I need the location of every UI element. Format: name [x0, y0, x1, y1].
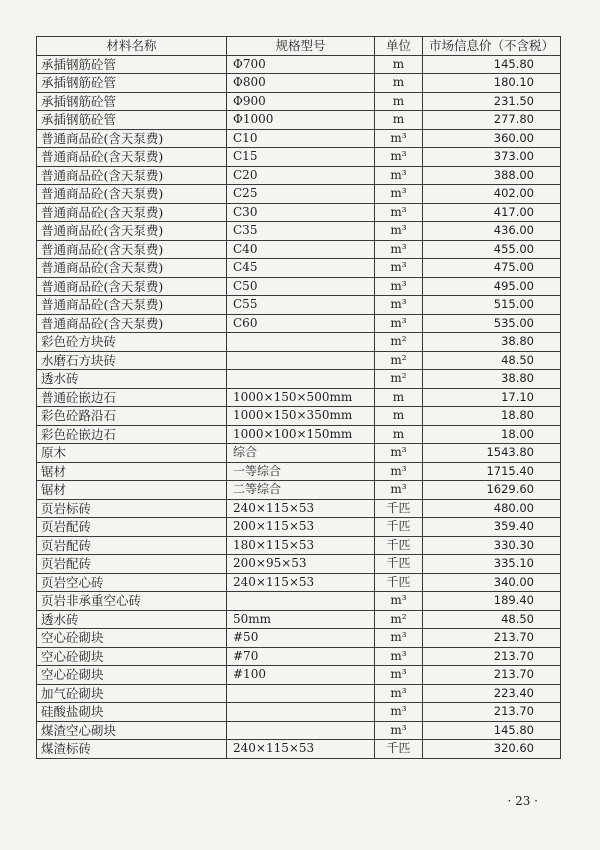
unit-cell: m: [375, 111, 423, 130]
table-row: [37, 573, 561, 592]
material-name-cell: 原木: [37, 444, 227, 463]
spec-cell: C45: [227, 259, 375, 278]
material-name-cell: 页岩标砖: [37, 499, 227, 518]
unit-cell: 千匹: [375, 573, 423, 592]
material-name-cell: 承插钢筋砼管: [37, 74, 227, 93]
table-row: [37, 129, 561, 148]
material-name-cell: 硅酸盐砌块: [37, 703, 227, 722]
spec-cell: 1000×100×150mm: [227, 425, 375, 444]
table-row: [37, 425, 561, 444]
unit-cell: m²: [375, 333, 423, 352]
spec-cell: Φ800: [227, 74, 375, 93]
material-name-cell: 透水砖: [37, 370, 227, 389]
price-cell: 515.00: [423, 296, 561, 315]
spec-cell: C40: [227, 240, 375, 259]
spec-cell: 50mm: [227, 610, 375, 629]
price-cell: 330.30: [423, 536, 561, 555]
price-cell: 475.00: [423, 259, 561, 278]
price-cell: 388.00: [423, 166, 561, 185]
price-cell: 360.00: [423, 129, 561, 148]
table-row: [37, 351, 561, 370]
spec-cell: Φ1000: [227, 111, 375, 130]
table-row: [37, 629, 561, 648]
table-row: [37, 370, 561, 389]
price-cell: 1629.60: [423, 481, 561, 500]
unit-cell: m: [375, 55, 423, 74]
table-body: [37, 55, 561, 758]
unit-cell: m³: [375, 721, 423, 740]
unit-cell: m: [375, 388, 423, 407]
unit-cell: m³: [375, 259, 423, 278]
spec-cell: [227, 721, 375, 740]
material-name-cell: 普通商品砼(含天泵费): [37, 314, 227, 333]
table-row: [37, 111, 561, 130]
material-name-cell: 水磨石方块砖: [37, 351, 227, 370]
material-name-cell: 普通商品砼(含天泵费): [37, 129, 227, 148]
table-row: [37, 555, 561, 574]
spec-cell: 200×95×53: [227, 555, 375, 574]
table-row: [37, 518, 561, 537]
unit-cell: m³: [375, 314, 423, 333]
table-row: [37, 388, 561, 407]
material-name-cell: 普通商品砼(含天泵费): [37, 296, 227, 315]
price-cell: 223.40: [423, 684, 561, 703]
material-name-cell: 页岩配砖: [37, 536, 227, 555]
price-cell: 373.00: [423, 148, 561, 167]
price-cell: 1543.80: [423, 444, 561, 463]
unit-cell: m³: [375, 203, 423, 222]
table-row: [37, 92, 561, 111]
material-name-cell: 页岩配砖: [37, 518, 227, 537]
table-row: [37, 721, 561, 740]
price-cell: 340.00: [423, 573, 561, 592]
price-cell: 145.80: [423, 721, 561, 740]
price-cell: 359.40: [423, 518, 561, 537]
table-row: [37, 148, 561, 167]
spec-cell: 二等综合: [227, 481, 375, 500]
price-cell: 213.70: [423, 647, 561, 666]
table-row: [37, 703, 561, 722]
header-unit: 单位: [375, 37, 423, 56]
unit-cell: m³: [375, 592, 423, 611]
table-row: [37, 333, 561, 352]
material-name-cell: 页岩配砖: [37, 555, 227, 574]
table-row: [37, 166, 561, 185]
spec-cell: [227, 351, 375, 370]
table-row: [37, 296, 561, 315]
spec-cell: C10: [227, 129, 375, 148]
price-cell: 320.60: [423, 740, 561, 759]
spec-cell: 1000×150×350mm: [227, 407, 375, 426]
material-name-cell: 普通商品砼(含天泵费): [37, 259, 227, 278]
table-row: [37, 222, 561, 241]
price-cell: 48.50: [423, 351, 561, 370]
price-cell: 535.00: [423, 314, 561, 333]
price-cell: 38.80: [423, 333, 561, 352]
price-cell: 180.10: [423, 74, 561, 93]
spec-cell: #100: [227, 666, 375, 685]
unit-cell: m: [375, 407, 423, 426]
material-name-cell: 普通商品砼(含天泵费): [37, 203, 227, 222]
table-row: [37, 74, 561, 93]
material-name-cell: 承插钢筋砼管: [37, 111, 227, 130]
unit-cell: 千匹: [375, 740, 423, 759]
unit-cell: m³: [375, 703, 423, 722]
price-cell: 455.00: [423, 240, 561, 259]
unit-cell: m³: [375, 647, 423, 666]
page-number: · 23 ·: [507, 794, 538, 808]
spec-cell: 240×115×53: [227, 499, 375, 518]
price-cell: 145.80: [423, 55, 561, 74]
material-name-cell: 普通商品砼(含天泵费): [37, 240, 227, 259]
table-row: [37, 536, 561, 555]
price-cell: 436.00: [423, 222, 561, 241]
table-row: [37, 462, 561, 481]
spec-cell: 180×115×53: [227, 536, 375, 555]
material-name-cell: 加气砼砌块: [37, 684, 227, 703]
spec-cell: C30: [227, 203, 375, 222]
unit-cell: m³: [375, 462, 423, 481]
unit-cell: m: [375, 74, 423, 93]
table-row: [37, 314, 561, 333]
price-cell: 1715.40: [423, 462, 561, 481]
material-name-cell: 煤渣空心砌块: [37, 721, 227, 740]
spec-cell: #70: [227, 647, 375, 666]
unit-cell: m: [375, 425, 423, 444]
price-cell: 189.40: [423, 592, 561, 611]
price-cell: 48.50: [423, 610, 561, 629]
unit-cell: 千匹: [375, 518, 423, 537]
price-cell: 18.80: [423, 407, 561, 426]
unit-cell: 千匹: [375, 555, 423, 574]
spec-cell: #50: [227, 629, 375, 648]
material-name-cell: 空心砼砌块: [37, 666, 227, 685]
table-row: [37, 277, 561, 296]
spec-cell: C20: [227, 166, 375, 185]
material-name-cell: 彩色砼方块砖: [37, 333, 227, 352]
table-row: [37, 259, 561, 278]
unit-cell: 千匹: [375, 499, 423, 518]
table-row: [37, 203, 561, 222]
material-name-cell: 煤渣标砖: [37, 740, 227, 759]
material-name-cell: 锯材: [37, 462, 227, 481]
price-cell: 417.00: [423, 203, 561, 222]
price-cell: 495.00: [423, 277, 561, 296]
table-row: [37, 592, 561, 611]
material-name-cell: 空心砼砌块: [37, 647, 227, 666]
table-row: [37, 444, 561, 463]
unit-cell: m³: [375, 666, 423, 685]
spec-cell: [227, 333, 375, 352]
price-cell: 213.70: [423, 666, 561, 685]
unit-cell: 千匹: [375, 536, 423, 555]
price-cell: 480.00: [423, 499, 561, 518]
spec-cell: C25: [227, 185, 375, 204]
table-row: [37, 666, 561, 685]
price-cell: 17.10: [423, 388, 561, 407]
price-cell: 213.70: [423, 629, 561, 648]
table-row: [37, 240, 561, 259]
header-spec-model: 规格型号: [227, 37, 375, 56]
header-material-name: 材料名称: [37, 37, 227, 56]
material-name-cell: 普通商品砼(含天泵费): [37, 222, 227, 241]
table-header-row: [37, 37, 561, 56]
material-name-cell: 普通商品砼(含天泵费): [37, 166, 227, 185]
price-cell: 231.50: [423, 92, 561, 111]
unit-cell: m: [375, 92, 423, 111]
spec-cell: [227, 592, 375, 611]
material-name-cell: 承插钢筋砼管: [37, 55, 227, 74]
material-name-cell: 锯材: [37, 481, 227, 500]
spec-cell: C50: [227, 277, 375, 296]
unit-cell: m³: [375, 629, 423, 648]
price-cell: 402.00: [423, 185, 561, 204]
spec-cell: C15: [227, 148, 375, 167]
unit-cell: m³: [375, 129, 423, 148]
material-name-cell: 透水砖: [37, 610, 227, 629]
unit-cell: m²: [375, 610, 423, 629]
unit-cell: m³: [375, 166, 423, 185]
material-name-cell: 普通商品砼(含天泵费): [37, 185, 227, 204]
material-name-cell: 普通商品砼(含天泵费): [37, 277, 227, 296]
unit-cell: m³: [375, 444, 423, 463]
spec-cell: 240×115×53: [227, 740, 375, 759]
header-market-price: 市场信息价（不含税）: [423, 37, 561, 56]
table-row: [37, 55, 561, 74]
spec-cell: Φ900: [227, 92, 375, 111]
material-price-table: [36, 36, 561, 759]
price-cell: 277.80: [423, 111, 561, 130]
table-row: [37, 610, 561, 629]
unit-cell: m³: [375, 185, 423, 204]
table-row: [37, 647, 561, 666]
price-cell: 335.10: [423, 555, 561, 574]
table-row: [37, 481, 561, 500]
table-row: [37, 185, 561, 204]
unit-cell: m²: [375, 370, 423, 389]
spec-cell: [227, 703, 375, 722]
unit-cell: m²: [375, 351, 423, 370]
material-name-cell: 普通砼嵌边石: [37, 388, 227, 407]
spec-cell: [227, 370, 375, 389]
spec-cell: 综合: [227, 444, 375, 463]
price-cell: 213.70: [423, 703, 561, 722]
table-row: [37, 407, 561, 426]
table-row: [37, 740, 561, 759]
table-row: [37, 684, 561, 703]
material-name-cell: 空心砼砌块: [37, 629, 227, 648]
spec-cell: 1000×150×500mm: [227, 388, 375, 407]
material-name-cell: 彩色砼嵌边石: [37, 425, 227, 444]
material-name-cell: 普通商品砼(含天泵费): [37, 148, 227, 167]
unit-cell: m³: [375, 148, 423, 167]
spec-cell: C60: [227, 314, 375, 333]
price-cell: 18.00: [423, 425, 561, 444]
material-name-cell: 彩色砼路沿石: [37, 407, 227, 426]
unit-cell: m³: [375, 481, 423, 500]
spec-cell: 一等综合: [227, 462, 375, 481]
spec-cell: 200×115×53: [227, 518, 375, 537]
unit-cell: m³: [375, 240, 423, 259]
material-name-cell: 页岩非承重空心砖: [37, 592, 227, 611]
spec-cell: C35: [227, 222, 375, 241]
price-cell: 38.80: [423, 370, 561, 389]
unit-cell: m³: [375, 684, 423, 703]
unit-cell: m³: [375, 277, 423, 296]
spec-cell: [227, 684, 375, 703]
material-name-cell: 页岩空心砖: [37, 573, 227, 592]
unit-cell: m³: [375, 296, 423, 315]
spec-cell: Φ700: [227, 55, 375, 74]
table-row: [37, 499, 561, 518]
unit-cell: m³: [375, 222, 423, 241]
spec-cell: C55: [227, 296, 375, 315]
material-name-cell: 承插钢筋砼管: [37, 92, 227, 111]
spec-cell: 240×115×53: [227, 573, 375, 592]
